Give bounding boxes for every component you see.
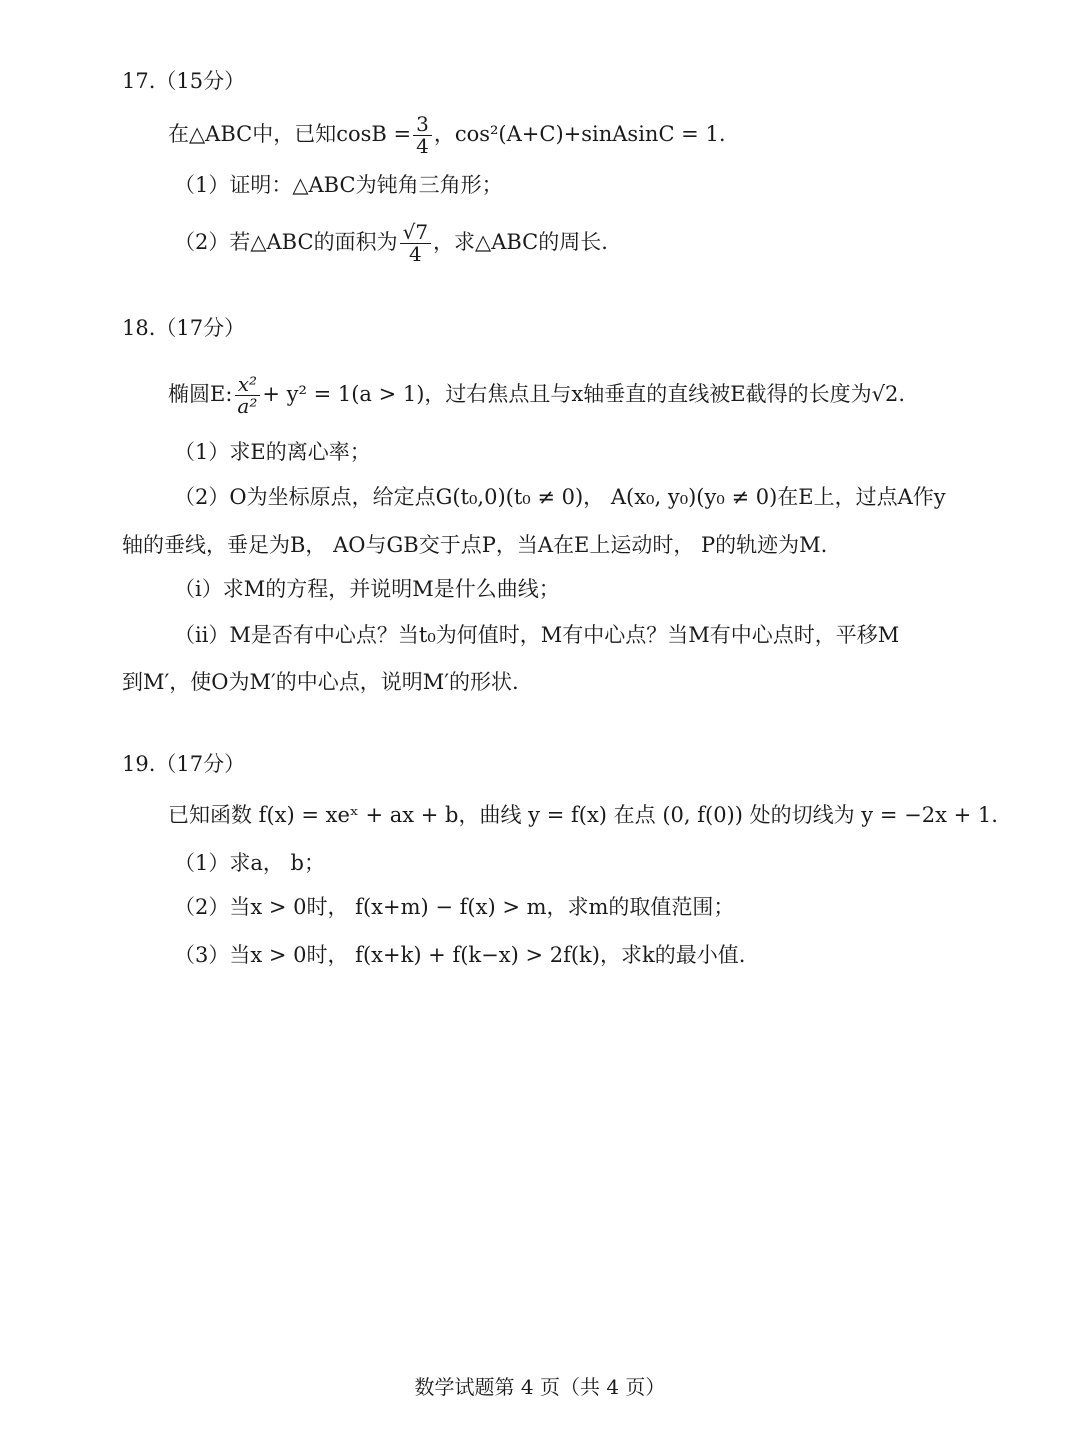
problem-17-part-2: [174, 222, 608, 265]
fraction-denominator: 4: [408, 242, 422, 266]
fraction-denominator: 4: [416, 134, 429, 158]
problem-19-header: 19.（17分）: [122, 752, 246, 776]
problem-18-part-2-ii-line-2: 到M′，使O为M′的中心点，说明M′的形状.: [122, 670, 519, 694]
problem-18-part-2-i: （ⅰ）求M的方程，并说明M是什么曲线；: [174, 577, 560, 601]
problem-17-stem-post: ，cos²(A+C)+sinAsinC = 1.: [433, 122, 726, 146]
page-footer: 数学试题第 4 页（共 4 页）: [414, 1375, 666, 1399]
fraction-numerator: 3: [413, 114, 432, 136]
problem-19-part-2: （2）当x > 0时， f(x+m) − f(x) > m，求m的取值范围；: [174, 895, 735, 919]
problem-19-part-3: （3）当x > 0时， f(x+k) + f(k−x) > 2f(k)，求k的最小值.: [174, 943, 746, 967]
fraction-numerator: x²: [235, 374, 260, 396]
problem-18-part-2-line-1: （2）O为坐标原点，给定点G(t₀,0)(t₀ ≠ 0)， A(x₀, y₀)(y₀ ≠ 0)在E上，过点A作y: [174, 485, 946, 509]
problem-18-stem-pre: 椭圆E:: [168, 382, 233, 406]
problem-17-header: 17.（15分）: [122, 69, 246, 93]
fraction-3-4: [413, 114, 432, 157]
problem-18-part-1: （1）求E的离心率；: [174, 440, 371, 464]
problem-19-stem: 已知函数 f(x) = xeˣ + ax + b，曲线 y = f(x) 在点 (0, f(0)) 处的切线为 y = −2x + 1.: [168, 803, 998, 827]
problem-18-part-2-ii-line-1: （ⅱ）M是否有中心点？当t₀为何值时，M有中心点？当M有中心点时，平移M: [174, 623, 900, 647]
problem-18-stem-post: + y² = 1(a > 1)，过右焦点且与x轴垂直的直线被E截得的长度为√2.: [262, 382, 906, 406]
problem-19-part-1: （1）求a， b；: [174, 851, 325, 875]
problem-17-part-1: （1）证明：△ABC为钝角三角形；: [174, 173, 503, 197]
fraction-sqrt7-4: [400, 222, 431, 265]
problem-18-header: 18.（17分）: [122, 316, 246, 340]
problem-17-stem-pre: 在△ABC中，已知cosB =: [168, 122, 412, 146]
problem-17-stem: [168, 114, 726, 157]
fraction-denominator: a²: [237, 394, 258, 418]
problem-18-part-2-line-2: 轴的垂线，垂足为B， AO与GB交于点P，当A在E上运动时， P的轨迹为M.: [122, 533, 828, 557]
problem-17-part-2-post: ，求△ABC的周长.: [433, 230, 608, 254]
fraction-numerator: √7: [400, 222, 431, 244]
problem-17-part-2-pre: （2）若△ABC的面积为: [174, 230, 398, 254]
problem-18-stem: [168, 374, 905, 417]
fraction-x2-a2: [234, 374, 260, 417]
